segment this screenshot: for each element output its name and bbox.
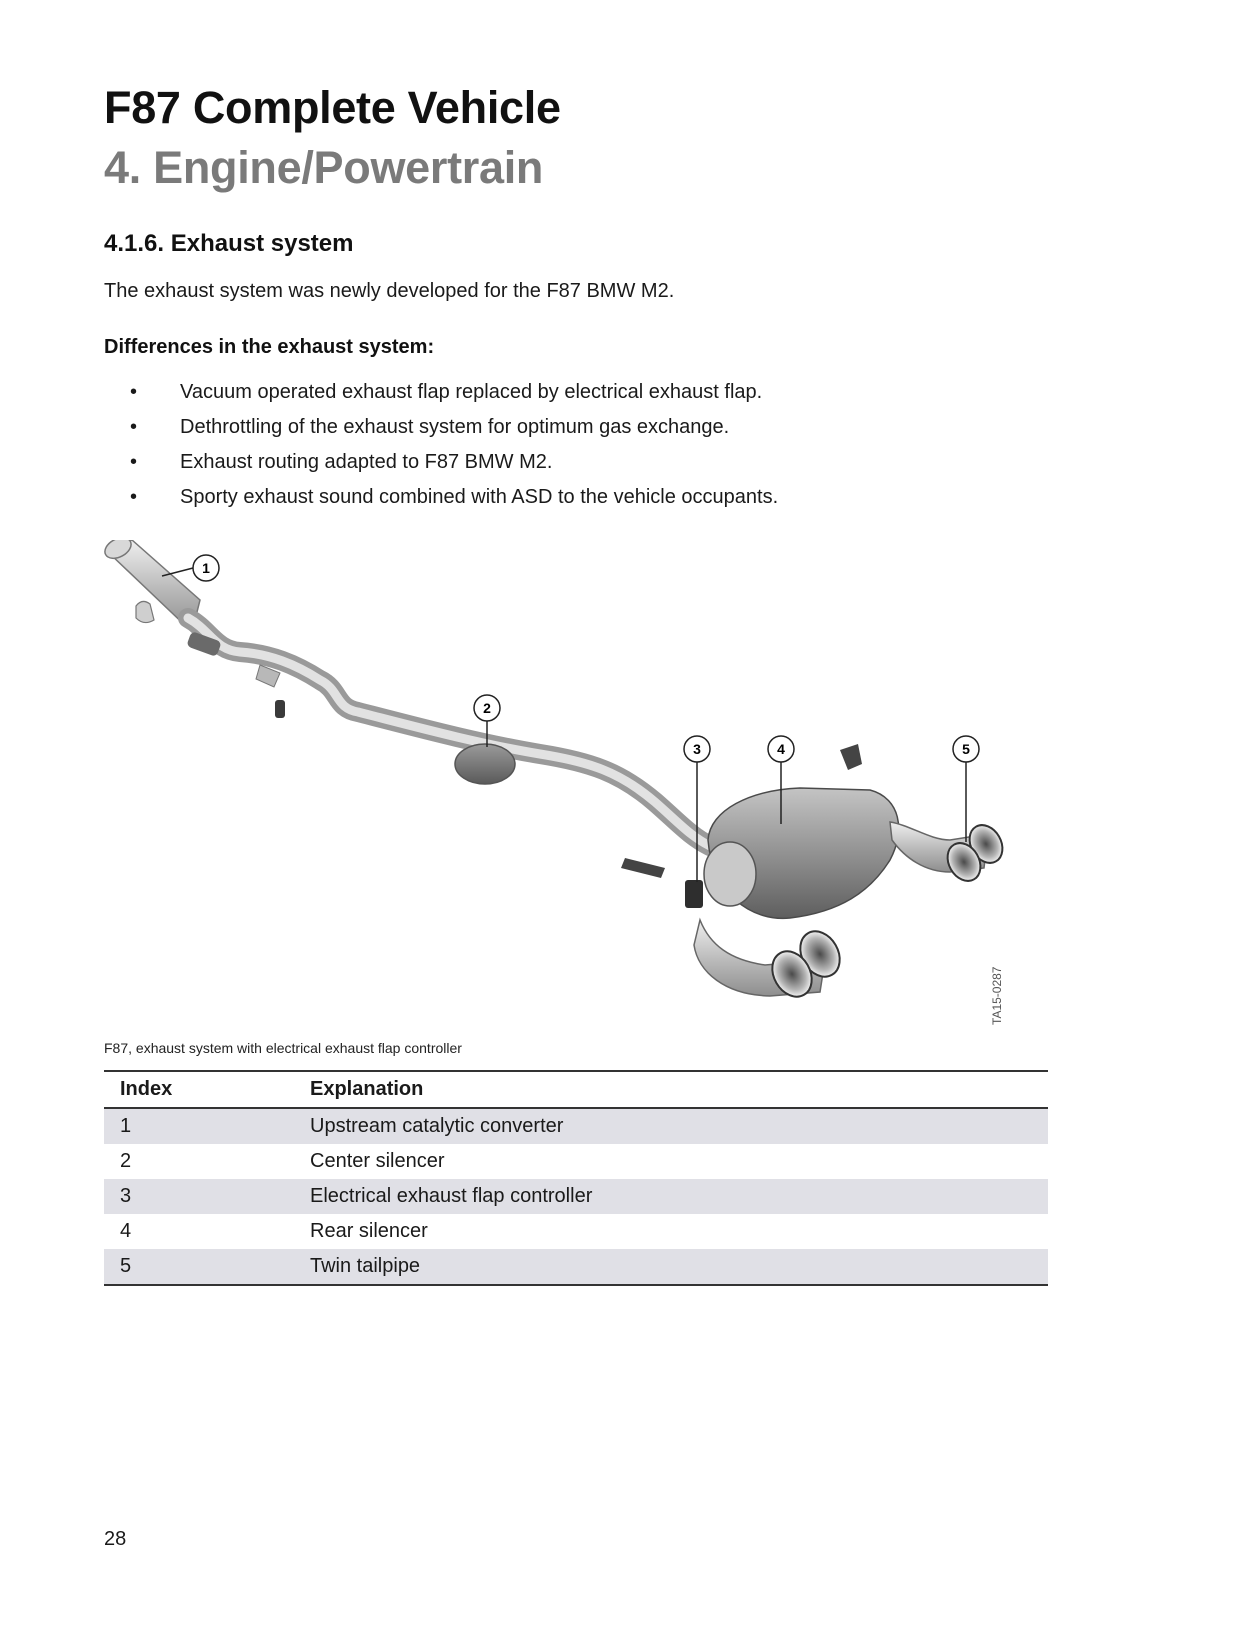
explanation-cell: Center silencer [310,1150,445,1172]
svg-text:5: 5 [962,741,970,757]
index-cell: 4 [120,1220,132,1242]
tailpipe-right [890,819,1009,887]
explanation-cell: Rear silencer [310,1220,428,1242]
center-silencer [455,744,515,784]
tailpipe-left [694,920,848,1004]
table-row [104,1249,1048,1285]
list-item [104,485,1004,520]
figure-code: TA15-0287 [990,966,1004,1025]
bullet-icon: • [130,416,138,438]
list-item-text: Exhaust routing adapted to F87 BMW M2. [180,451,553,473]
bullet-icon: • [130,486,138,508]
index-cell: 3 [120,1185,132,1207]
table-row [104,1144,1048,1179]
table-row [104,1179,1048,1214]
intro-paragraph: The exhaust system was newly developed for the F87 BMW M2. [104,280,675,302]
bullet-icon: • [130,381,138,403]
bullet-icon: • [130,451,138,473]
list-item-text: Sporty exhaust sound combined with ASD to the vehicle occupants. [180,486,779,508]
callout-4 [768,736,794,762]
svg-text:3: 3 [693,741,701,757]
callout-1 [193,555,219,581]
page-title: F87 Complete Vehicle [104,82,561,133]
table-header-row [104,1071,1048,1108]
index-table [104,1070,1048,1286]
section-heading: 4.1.6. Exhaust system [104,230,354,257]
list-item-text: Vacuum operated exhaust flap replaced by electrical exhaust flap. [180,381,763,403]
exhaust-system-illustration [100,540,1040,1040]
svg-text:1: 1 [202,560,210,576]
figure-caption: F87, exhaust system with electrical exhaust flap controller [104,1040,462,1056]
page-number: 28 [104,1528,127,1550]
index-cell: 5 [120,1255,132,1277]
svg-text:4: 4 [777,741,785,757]
index-cell: 1 [120,1115,132,1137]
explanation-cell: Upstream catalytic converter [310,1115,564,1137]
callout-2 [474,695,500,721]
index-cell: 2 [120,1150,132,1172]
chapter-title: 4. Engine/Powertrain [104,142,544,193]
callout-3 [684,736,710,762]
callout-5 [953,736,979,762]
explanation-cell: Twin tailpipe [310,1255,421,1277]
differences-list [104,380,1004,520]
column-header-index: Index [120,1078,173,1100]
svg-text:2: 2 [483,700,491,716]
explanation-cell: Electrical exhaust flap controller [310,1185,593,1207]
table-row [104,1214,1048,1249]
list-item [104,380,1004,415]
rear-silencer [704,788,899,918]
list-item [104,415,1004,450]
differences-heading: Differences in the exhaust system: [104,336,435,358]
list-item-text: Dethrottling of the exhaust system for optimum gas exchange. [180,416,730,438]
list-item [104,450,1004,485]
table-row [104,1108,1048,1144]
column-header-explanation: Explanation [310,1078,424,1100]
